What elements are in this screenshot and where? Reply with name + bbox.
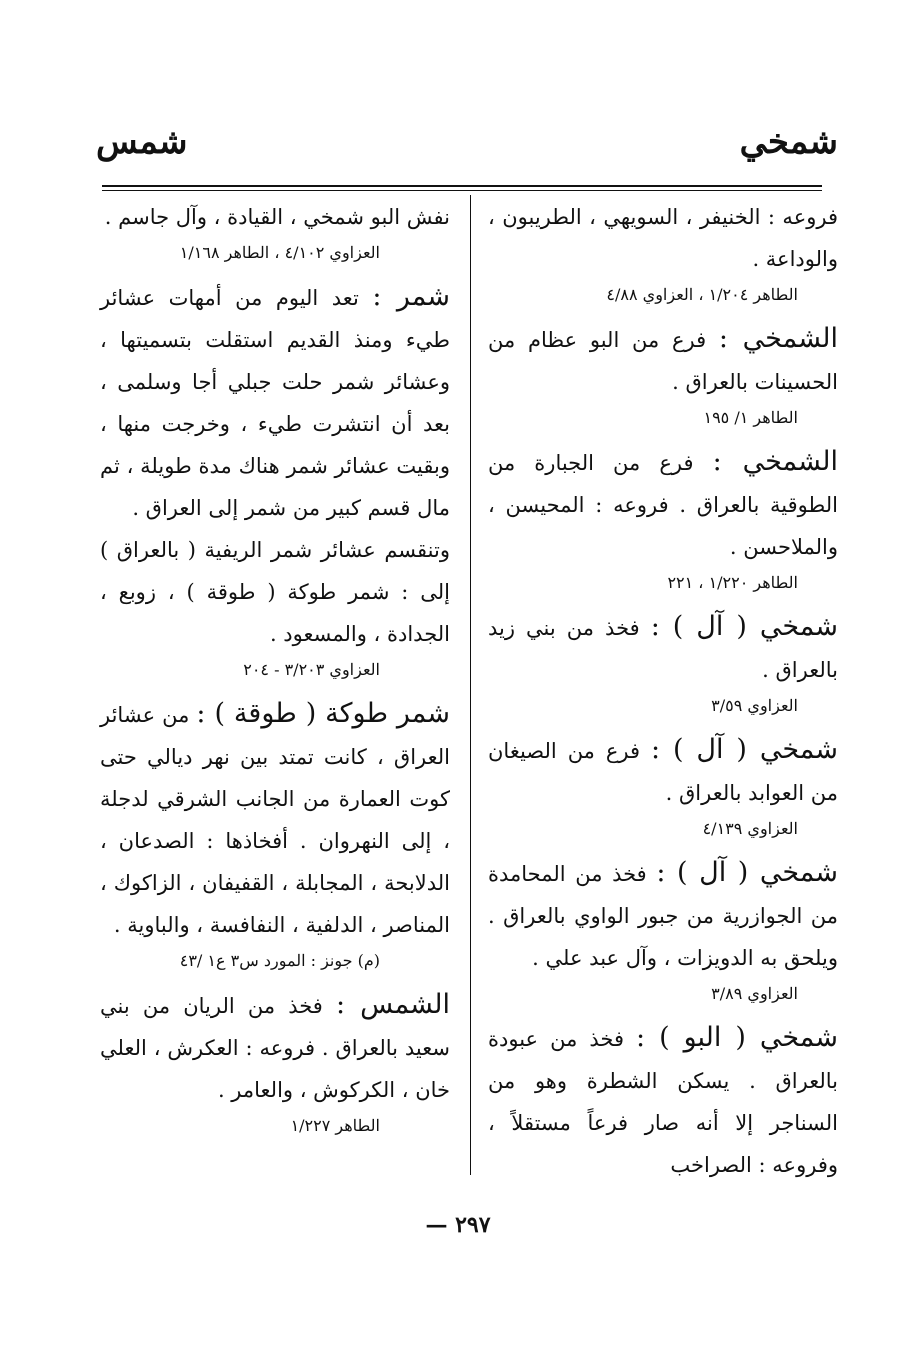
header-right-word: شمخي [739, 122, 838, 162]
entry-paragraph [488, 729, 838, 814]
entry-paragraph [488, 1017, 838, 1186]
entry-paragraph [100, 529, 450, 655]
entry-text: نفش البو شمخي ، القيادة ، وآل جاسم . [104, 205, 450, 229]
entry-text: فخذ من بني زيد بالعراق . [488, 616, 838, 682]
reference-citation: العزاوي ٣/٥٩ [711, 696, 798, 715]
entry-heading: شمخي ( آل ) : [651, 734, 838, 765]
entry-paragraph [488, 196, 838, 280]
entry-paragraph [100, 693, 450, 946]
reference-citation: (م) جونز : المورد س٣ ع١ /٤٣ [179, 951, 380, 970]
entry-paragraph [488, 441, 838, 568]
entry-text: فرع من الجبارة من الطوقية بالعراق . فروعه : المحيسن ، والملاحسن . [488, 451, 838, 559]
reference-citation: العزاوي ٤/١٠٢ ، الطاهر ١/١٦٨ [179, 243, 380, 262]
entry-heading: شمخي ( البو ) : [636, 1022, 838, 1053]
entry-heading: شمر طوكة ( طوقة ) : [196, 698, 451, 729]
entry-heading: شمخي ( آل ) : [650, 611, 838, 642]
column-divider [470, 195, 471, 1175]
entry-text: تعد اليوم من أمهات عشائر طيء ومنذ القديم استقلت بتسميتها ، وعشائر شمر حلت جبلي أجا وسلمى ، بعد أن انتشرت طيء ، وخرجت منها ، وبقيت عشائر شمر هناك مدة طويلة ، ثم مال قسم كبير من شمر إلى العراق . [100, 286, 450, 520]
entry-text: فخذ من عبودة بالعراق . يسكن الشطرة وهو من السناجر إلا أنه صار فرعاً مستقلاً ، وفروعه : الصراخب [488, 1027, 838, 1177]
reference-citation: الطاهر ١/ ١٩٥ [703, 408, 798, 427]
entry-paragraph [488, 852, 838, 979]
reference-citation: العزاوي ٣/٨٩ [711, 984, 798, 1003]
left-column [100, 196, 450, 1149]
entry-text: فخذ من الريان من بني سعيد بالعراق . فروعه : العكرش ، العلي خان ، الكركوش ، والعامر . [100, 994, 450, 1102]
entry-text: وتنقسم عشائر شمر الريفية ( بالعراق ) إلى : شمر طوكة ( طوقة ) ، زوبع ، الجدادة ، والمسعود . [100, 538, 450, 646]
entry-heading: الشمخي : [712, 446, 838, 477]
entry-text: فروعه : الخنيفر ، السويهي ، الطريبون ، والوداعة . [488, 205, 838, 271]
entry-heading: الشمس : [336, 989, 450, 1020]
entry-text: فرع من الصيغان من العوابد بالعراق . [488, 739, 838, 805]
header-rule-thin [102, 190, 822, 191]
entry-text: فرع من البو عظام من الحسينات بالعراق . [488, 328, 838, 394]
entry-text: من عشائر العراق ، كانت تمتد بين نهر ديالي حتى كوت العمارة من الجانب الشرقي لدجلة ، إلى النهروان . أفخاذها : الصدعان ، الدلابحة ، المجابلة ، القفيفان ، الزاكوك ، المناصر ، الدلفية ، النفافسة ، والباوية . [100, 703, 450, 937]
entry-paragraph [488, 318, 838, 403]
right-column [488, 196, 838, 1186]
reference-citation: الطاهر ١/٢٠٤ ، العزاوي ٤/٨٨ [606, 285, 798, 304]
header-rule [102, 185, 822, 187]
reference-citation: الطاهر ١/٢٢٧ [290, 1116, 380, 1135]
entry-heading: شمر : [372, 281, 450, 312]
reference-citation: العزاوي ٣/٢٠٣ - ٢٠٤ [243, 660, 380, 679]
page-number: ٢٩٧ — [425, 1212, 491, 1238]
entry-paragraph [100, 984, 450, 1111]
entry-text: فخذ من المحامدة من الجوازرية من جبور الواوي بالعراق . ويلحق به الدويزات ، وآل عبد علي . [488, 862, 838, 970]
entry-paragraph [100, 276, 450, 529]
entry-heading: الشمخي : [718, 323, 839, 354]
entry-paragraph [100, 196, 450, 238]
header-left-word: شمس [96, 122, 188, 162]
reference-citation: الطاهر ١/٢٢٠ ، ٢٢١ [667, 573, 798, 592]
entry-heading: شمخي ( آل ) : [656, 857, 838, 888]
entry-paragraph [488, 606, 838, 691]
reference-citation: العزاوي ٤/١٣٩ [702, 819, 798, 838]
